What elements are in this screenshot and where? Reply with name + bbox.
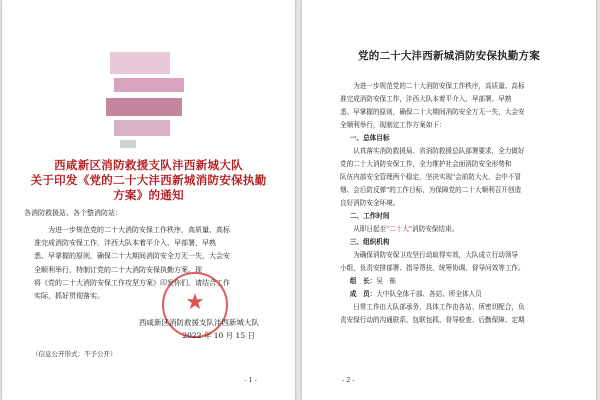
redacted-header-blur: [120, 140, 136, 148]
section-text-line: 认真落实消防救援局、省消防救援总队部署要求，全力做好: [353, 147, 525, 155]
notice-title-line3: 方案》的通知: [113, 188, 184, 202]
notice-recipients: 各消防救援站、各个整消防站：: [24, 209, 122, 217]
issue-date: 2022 年 10 月 15 日: [182, 331, 255, 340]
members-row: [340, 288, 562, 301]
notice-title-line2: 关于印发《党的二十大沣西新城消防安保执勤: [30, 173, 267, 187]
plan-title: 党的二十大沣西新城消防安保执勤方案: [358, 50, 540, 62]
members-role-label: 成 员：: [349, 290, 377, 298]
section-text-line: 党的二十大消防安保工作，全力维护社会面消防安全形势和: [340, 160, 512, 168]
document-page-1: [2, 0, 295, 400]
duty-line: 责安保行动的沟通联系、包联包抓、督导检查、后勤保障、定期: [340, 316, 525, 324]
section-text-line: 烟、会后防反弹"的工作目标，为保障党的二十大顺利召开创造: [340, 186, 522, 194]
plan-body: [340, 80, 562, 327]
time-text-highlight: "二十大": [386, 225, 413, 233]
intro-line: 为进一步规范党的二十大消防安保工作秩序，高质量、高标: [353, 82, 525, 90]
leader-role-label: 组 长：: [349, 277, 377, 285]
notice-body-line: 悉、早掌握的原则，确保二十大期间消防安全万无一失，大会安: [34, 252, 230, 261]
notice-body-line: 实际，抓好贯彻落实。: [34, 292, 104, 301]
section-text-line: 小组，负责安排部署、指导帮扶、统筹协调、督导问效等工作。: [340, 264, 525, 272]
section-text-line: 良好消防安全环境。: [340, 199, 400, 207]
notice-body: [34, 224, 266, 303]
document-page-2: [302, 0, 596, 400]
section-heading-organization: 三、组织机构: [349, 238, 390, 246]
notice-title-line1: 西咸新区消防救援支队沣西新城大队: [54, 158, 243, 172]
notice-body-line: 为进一步规范党的二十大消防安保工作秩序，高质量、高标: [48, 226, 230, 234]
intro-line: 准完成消防安保工作，沣西大队本着平介入、早部署、早熟: [340, 95, 512, 103]
time-text-pre: 从即日起至: [353, 225, 387, 233]
section-heading-time: 二、工作时间: [349, 212, 390, 220]
notice-body-line: 准完成消防安保工作，沣西大队本着平介入、早部署、早熟: [34, 239, 216, 248]
section-heading-goals: 一、总体目标: [349, 134, 390, 142]
section-text-line: 为确保消防安保卫攻坚行动取得实效，大队成立行动领导: [353, 251, 519, 259]
redacted-header-blur: [106, 98, 182, 116]
intro-line: 悉、早掌握的原则，确保二十大期间消防安全万无一失，大会安: [340, 108, 525, 116]
intro-line: 全顺利举行，现制定工作方案如下：: [340, 121, 446, 129]
redacted-header-blur: [110, 52, 170, 74]
section-time-text: [340, 223, 562, 236]
official-seal-stamp: [162, 272, 228, 338]
time-text-post: 消防安保结束。: [412, 225, 459, 233]
notice-body-line: 将《党的二十大消防安保工作攻坚方案》印发你们，请结合工作: [34, 278, 230, 287]
leader-row: [340, 275, 562, 288]
seal-star-icon: ★: [185, 290, 205, 315]
page-number: - 2 -: [342, 376, 355, 384]
leader-name: 吴 栋: [376, 277, 397, 285]
duty-line: 日常工作由大队部承务，具体工作由各站、所密切配合，负: [353, 303, 525, 311]
section-text-line: 队伍内部安全管理两个稳定，坚决实现"会前防大火、会中不冒: [340, 173, 522, 181]
notice-body-line: 全顺利举行，特制订党的二十大消防安保执勤方案。现: [34, 265, 202, 274]
redacted-header-blur: [114, 120, 170, 136]
redacted-header-blur: [114, 78, 184, 92]
page-number: - 1 -: [244, 376, 257, 384]
issuer-signature: 西咸新区消防救援支队沣西新城大队: [139, 318, 259, 327]
members-text: 大中队全体干部、各站、所全体人员: [376, 290, 482, 298]
disclosure-note: （信息公开形式：不予公开）: [32, 350, 117, 358]
